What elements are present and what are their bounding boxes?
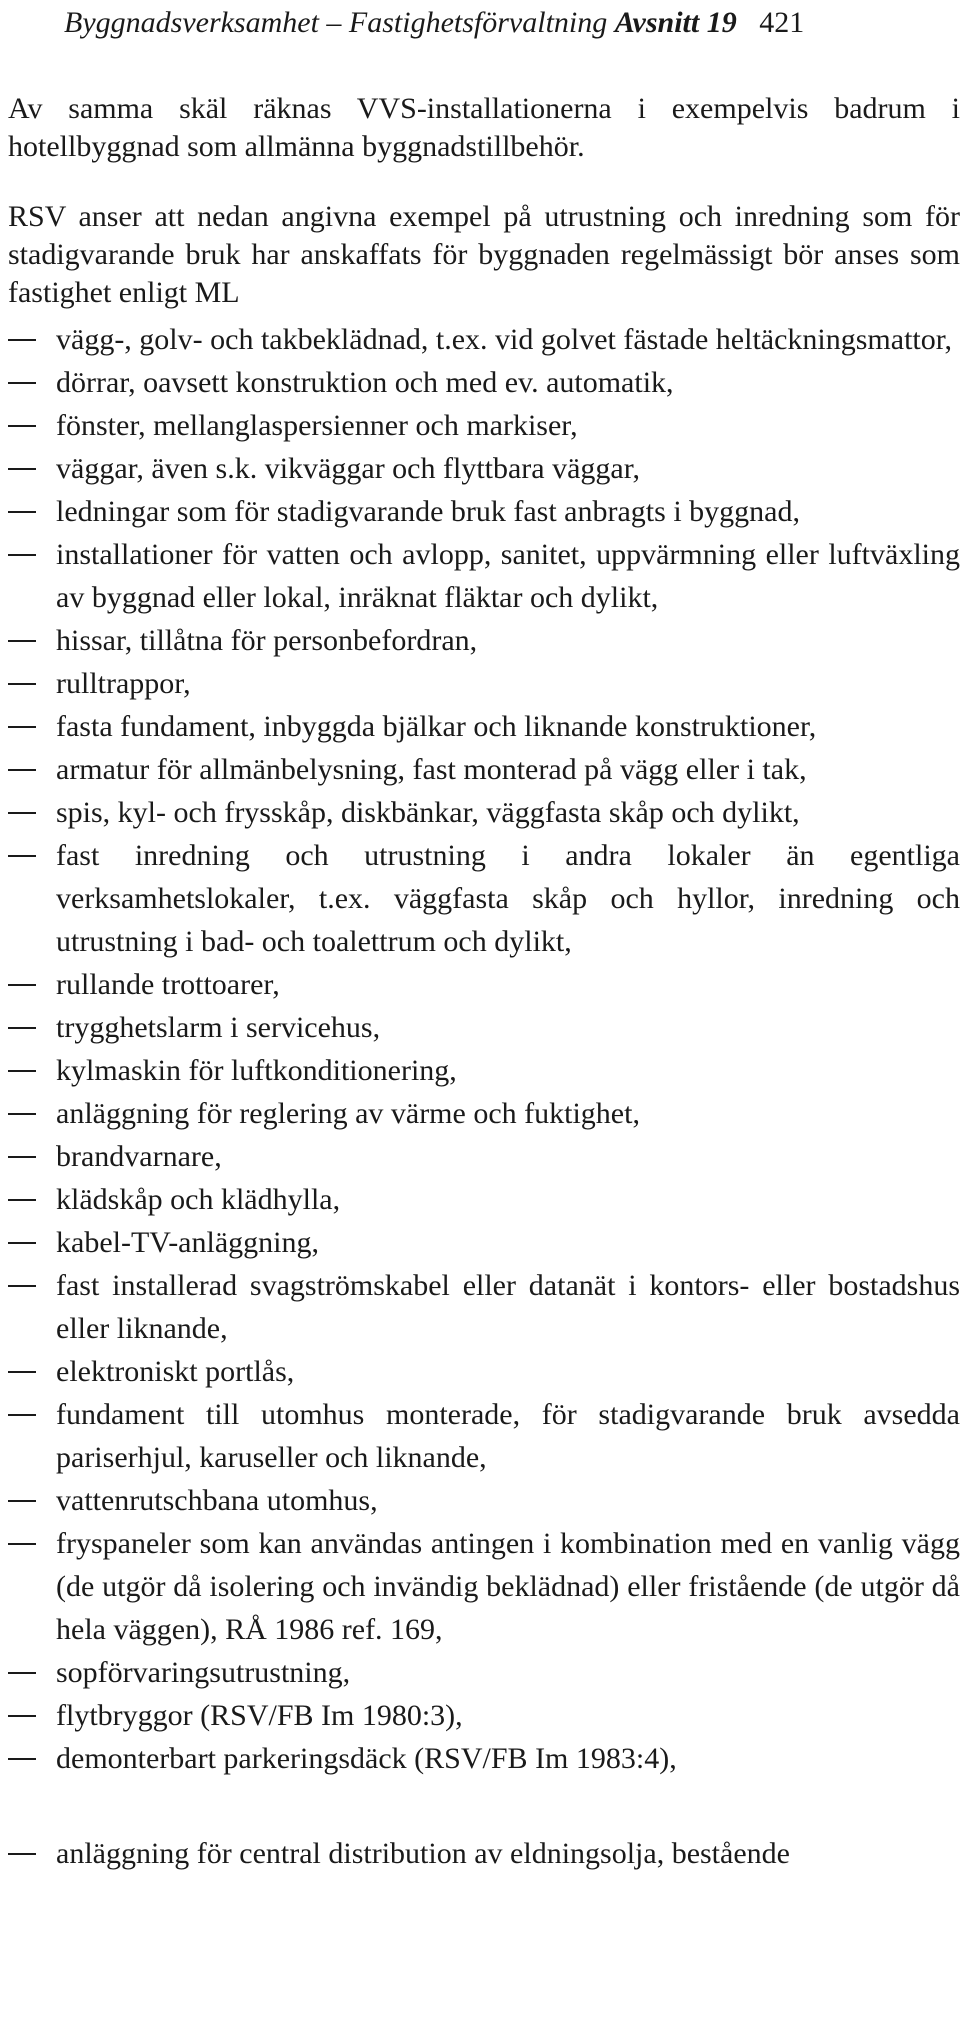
list-item-text: anläggning för central distribution av eldningsolja, bestående [56, 1837, 790, 1870]
dash-bullet [8, 812, 36, 814]
dash-bullet [8, 1242, 36, 1244]
dash-bullet [8, 1027, 36, 1029]
list-item [8, 1479, 960, 1522]
list-item-text: armatur för allmänbelysning, fast monterad på vägg eller i tak, [56, 753, 807, 786]
dash-bullet [8, 511, 36, 513]
header-title: Byggnadsverksamhet – Fastighetsförvaltning [64, 6, 608, 39]
list-item-text: sopförvaringsutrustning, [56, 1656, 351, 1689]
list-item-text: dörrar, oavsett konstruktion och med ev. automatik, [56, 366, 674, 399]
list-item [8, 963, 960, 1006]
list-item-text: installationer för vatten och avlopp, sanitet, uppvärmning eller luftväxling av byggnad eller lokal, inräknat fläktar och dylikt, [56, 538, 960, 614]
list-item [8, 533, 960, 619]
dash-bullet [8, 339, 36, 341]
list-item [8, 447, 960, 490]
list-item [8, 1178, 960, 1221]
list-item [8, 1264, 960, 1350]
paragraph-1: Av samma skäl räknas VVS-installationerna i exempelvis badrum i hotellbyggnad som allmänna byggnadstillbehör. [8, 92, 960, 163]
list-item-text: elektroniskt portlås, [56, 1355, 295, 1388]
dash-bullet [8, 1758, 36, 1760]
list-item [8, 748, 960, 791]
dash-bullet [8, 1853, 36, 1855]
dash-bullet [8, 984, 36, 986]
list-item-text: fast installerad svagströmskabel eller datanät i kontors- eller bostadshus eller liknande, [56, 1269, 960, 1345]
header-section: Avsnitt 19 [614, 6, 737, 39]
list-item [8, 834, 960, 963]
list-item-text: vägg-, golv- och takbeklädnad, t.ex. vid golvet fästade heltäckningsmattor, [56, 323, 953, 356]
dash-bullet [8, 726, 36, 728]
list-item [8, 1651, 960, 1694]
dash-bullet [8, 1199, 36, 1201]
list-item-text: rulltrappor, [56, 667, 191, 700]
list-item [8, 1522, 960, 1651]
dash-bullet [8, 1156, 36, 1158]
dash-bullet [8, 1371, 36, 1373]
list-item-text: flytbryggor (RSV/FB Im 1980:3), [56, 1699, 463, 1732]
list-item [8, 791, 960, 834]
document-page [8, 0, 960, 1875]
list-item [8, 1092, 960, 1135]
list-item [8, 404, 960, 447]
list-item-text: fasta fundament, inbyggda bjälkar och liknande konstruktioner, [56, 710, 817, 743]
dash-bullet [8, 683, 36, 685]
list-item-text: rullande trottoarer, [56, 968, 280, 1001]
dash-bullet [8, 855, 36, 857]
list-item [8, 705, 960, 748]
list-item [8, 1049, 960, 1092]
page-header [8, 0, 960, 54]
list-item [8, 361, 960, 404]
list-item-text: spis, kyl- och frysskåp, diskbänkar, väggfasta skåp och dylikt, [56, 796, 800, 829]
example-list [8, 318, 960, 1875]
list-item [8, 1832, 960, 1875]
dash-bullet [8, 1285, 36, 1287]
dash-bullet [8, 382, 36, 384]
dash-bullet [8, 425, 36, 427]
list-item [8, 1135, 960, 1178]
dash-bullet [8, 1414, 36, 1416]
list-item [8, 1221, 960, 1264]
list-item [8, 318, 960, 361]
list-item [8, 1006, 960, 1049]
list-item-text: fryspaneler som kan användas antingen i kombination med en vanlig vägg (de utgör då isolering och invändig beklädnad) eller fristående (de utgör då hela väggen), RÅ 1986 ref. 169, [56, 1527, 960, 1646]
dash-bullet [8, 1500, 36, 1502]
list-item-text: kabel-TV-anläggning, [56, 1226, 319, 1259]
list-item-text: vattenrutschbana utomhus, [56, 1484, 378, 1517]
list-item-text: klädskåp och klädhylla, [56, 1183, 341, 1216]
dash-bullet [8, 1715, 36, 1717]
list-item-text: fönster, mellanglaspersienner och markiser, [56, 409, 578, 442]
dash-bullet [8, 468, 36, 470]
dash-bullet [8, 554, 36, 556]
list-item [8, 490, 960, 533]
list-item-text: fast inredning och utrustning i andra lokaler än egentliga verksamhetslokaler, t.ex. väggfasta skåp och hyllor, inredning och utrustning i bad- och toalettrum och dylikt, [56, 839, 960, 958]
list-item-text: ledningar som för stadigvarande bruk fast anbragts i byggnad, [56, 495, 800, 528]
paragraph-2: RSV anser att nedan angivna exempel på utrustning och inredning som för stadigvarande bruk har anskaffats för byggnaden regelmässigt bör anses som fastighet enligt ML [8, 200, 960, 309]
list-item-text: brandvarnare, [56, 1140, 222, 1173]
dash-bullet [8, 640, 36, 642]
dash-bullet [8, 1113, 36, 1115]
list-item-text: demonterbart parkeringsdäck (RSV/FB Im 1983:4), [56, 1742, 677, 1775]
dash-bullet [8, 1672, 36, 1674]
list-item [8, 662, 960, 705]
list-item-text: hissar, tillåtna för personbefordran, [56, 624, 478, 657]
list-item-text: väggar, även s.k. vikväggar och flyttbara väggar, [56, 452, 641, 485]
list-item-text: anläggning för reglering av värme och fuktighet, [56, 1097, 640, 1130]
list-item [8, 1350, 960, 1393]
list-item [8, 619, 960, 662]
list-item-text: trygghetslarm i servicehus, [56, 1011, 381, 1044]
list-item-text: kylmaskin för luftkonditionering, [56, 1054, 457, 1087]
dash-bullet [8, 1543, 36, 1545]
list-item [8, 1694, 960, 1737]
page-number: 421 [759, 6, 805, 39]
list-item [8, 1737, 960, 1780]
dash-bullet [8, 769, 36, 771]
dash-bullet [8, 1070, 36, 1072]
list-item [8, 1393, 960, 1479]
list-item-text: fundament till utomhus monterade, för stadigvarande bruk avsedda pariserhjul, karuseller och liknande, [56, 1398, 960, 1474]
